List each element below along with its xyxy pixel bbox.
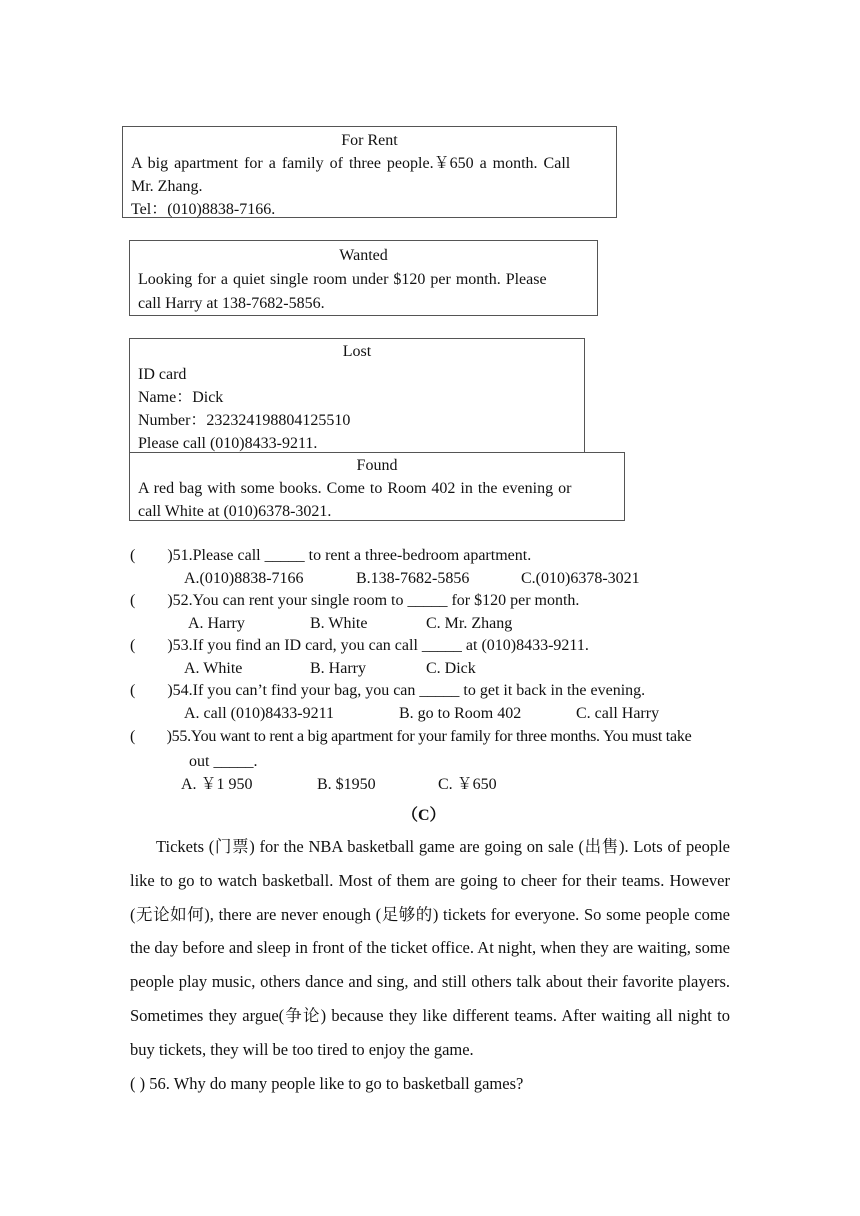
- section-c-passage: [130, 830, 730, 1067]
- question-54-option-c: C. call Harry: [576, 705, 660, 722]
- question-51-option-b: B.138-7682-5856: [356, 570, 470, 587]
- section-c-passage-text: Tickets (门票) for the NBA basketball game are going on sale (出售). Lots of people like to go to watch basketball. Most of them are going to cheer for their teams. However (无论如何), there are never enough (足够的) tickets for everyone. So some people come the day before and sleep in front of the ticket office. At night, when they are waiting, some people play music, others dance and sing, and still others talk about their favorite players. Sometimes they argue(争论) because they like different teams. After waiting all night to buy tickets, they will be too tired to enjoy the game.: [130, 837, 730, 1059]
- wanted-line2: call Harry at 138-7682-5856.: [138, 295, 325, 312]
- question-52-option-b: B. White: [310, 615, 368, 632]
- wanted-title: Wanted: [339, 247, 388, 264]
- lost-line3: Number：232324198804125510: [138, 412, 351, 429]
- wanted-line1: Looking for a quiet single room under $120 per month. Please: [138, 271, 547, 288]
- lost-line2: Name：Dick: [138, 389, 224, 406]
- for-rent-title: For Rent: [341, 132, 398, 149]
- question-52-option-a: A. Harry: [188, 615, 245, 632]
- found-title: Found: [356, 457, 398, 474]
- found-notice: [129, 452, 625, 521]
- question-53-option-a: A. White: [184, 660, 243, 677]
- for-rent-line3: Tel：(010)8838-7166.: [131, 201, 276, 218]
- wanted-notice: [129, 240, 598, 316]
- question-52-stem: ( )52.You can rent your single room to _____ for $120 per month.: [130, 592, 580, 609]
- section-c-label: （C）: [402, 807, 446, 824]
- question-51-stem: ( )51.Please call _____ to rent a three-bedroom apartment.: [130, 547, 532, 564]
- lost-title: Lost: [342, 343, 372, 360]
- for-rent-line1: A big apartment for a family of three people.￥650 a month. Call: [131, 155, 571, 172]
- question-52-option-c: C. Mr. Zhang: [426, 615, 513, 632]
- question-51-option-a: A.(010)8838-7166: [184, 570, 304, 587]
- for-rent-line2: Mr. Zhang.: [131, 178, 203, 195]
- question-55-stem-continued: out _____.: [189, 753, 258, 770]
- lost-notice: [129, 338, 585, 454]
- lost-line4: Please call (010)8433-9211.: [138, 435, 318, 452]
- question-53-option-c: C. Dick: [426, 660, 476, 677]
- question-51-option-c: C.(010)6378-3021: [521, 570, 640, 587]
- for-rent-notice: [122, 126, 617, 218]
- question-56-stem: ( ) 56. Why do many people like to go to basketball games?: [130, 1074, 524, 1093]
- question-55-option-b: B. $1950: [317, 776, 376, 793]
- found-line1: A red bag with some books. Come to Room 402 in the evening or: [138, 480, 572, 497]
- question-55-stem: ( )55.You want to rent a big apartment for your family for three months. You must take: [130, 728, 692, 745]
- lost-line1: ID card: [138, 366, 187, 383]
- question-54-option-b: B. go to Room 402: [399, 705, 522, 722]
- question-55-option-a: A. ￥1 950: [181, 776, 253, 793]
- question-55-option-c: C. ￥650: [438, 776, 497, 793]
- question-53-option-b: B. Harry: [310, 660, 366, 677]
- question-53-stem: ( )53.If you find an ID card, you can call _____ at (010)8433-9211.: [130, 637, 589, 654]
- question-54-stem: ( )54.If you can’t find your bag, you can _____ to get it back in the evening.: [130, 682, 646, 699]
- found-line2: call White at (010)6378-3021.: [138, 503, 332, 520]
- question-54-option-a: A. call (010)8433-9211: [184, 705, 335, 722]
